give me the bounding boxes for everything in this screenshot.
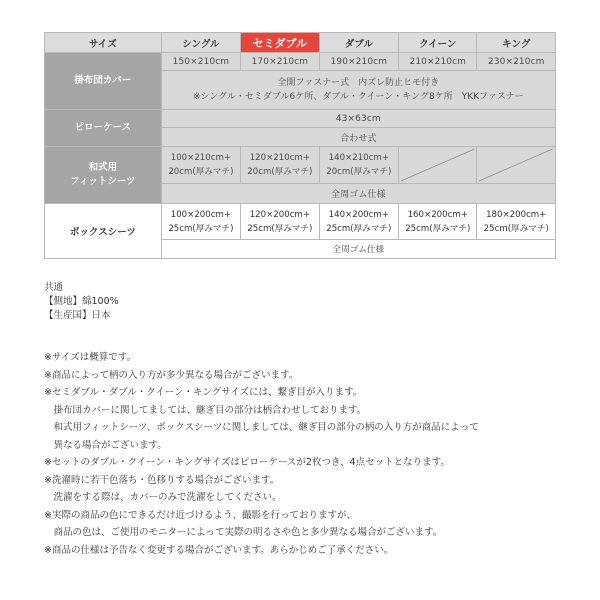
note-line: ※洗濯時に若干色落ち・色移りする場合がございます。	[44, 474, 280, 486]
note-line: ※実際の商品の色にできるだけ近づけるよう、撮影を行っておりますが、	[44, 509, 356, 521]
table-row-pillow-size	[45, 110, 556, 128]
note-line: 商品の色は、ご使用のモニターによって実際の明るさや色と多少異なる場合がございます。	[53, 527, 443, 538]
box-single-dim: 100×200cm+	[170, 209, 232, 220]
table-row-duvet-sizes	[45, 53, 556, 71]
table-row-box-sizes	[45, 204, 556, 240]
fitted-single-depth: 20cm(厚みマチ)	[168, 167, 234, 177]
duvet-note-line-1: 全開ファスナー式 内ズレ防止ヒモ付き	[277, 78, 440, 88]
note-line: 和式用フィットシーツ、ボックスシーツに関しましては、継ぎ目の部分の柄の入り方が商品によって	[53, 422, 479, 433]
box-queen-depth: 25cm(厚みマチ)	[405, 223, 471, 234]
header-king: キング	[477, 33, 556, 53]
row-label-fitted-sheet	[45, 147, 162, 204]
materials-info	[44, 281, 556, 323]
duvet-size-double: 190×210cm	[319, 53, 398, 71]
pillow-size: 43×63cm	[161, 110, 555, 128]
note-line: ※セットのダブル・クイーン・キングサイズはピローケースが2枚つき、4点セットとなります。	[44, 457, 450, 468]
table-row-fitted-sizes	[45, 147, 556, 184]
fitted-size-single	[161, 147, 240, 184]
header-double: ダブル	[319, 33, 398, 53]
fitted-single-dim: 100×210cm+	[170, 153, 232, 163]
materials-common: 共通	[44, 282, 64, 293]
duvet-note	[161, 71, 555, 110]
diagonal-slash-icon	[477, 147, 555, 183]
duvet-size-queen: 210×210cm	[399, 53, 477, 71]
box-double-dim: 140×200cm+	[328, 209, 389, 220]
header-size: サイズ	[45, 33, 162, 53]
box-double-depth: 25cm(厚みマチ)	[326, 223, 392, 234]
fitted-size-king-not-available	[477, 147, 556, 184]
header-semi-double-highlight: セミダブル	[241, 33, 319, 53]
fitted-size-queen-not-available	[399, 147, 477, 184]
note-line: ※商品によって柄の入り方が多少異なる場合がございます。	[44, 369, 299, 381]
box-rule: 全周ゴム仕様	[161, 240, 555, 259]
materials-origin: 【生産国】日本	[44, 310, 111, 321]
box-size-double	[319, 204, 398, 240]
box-king-depth: 25cm(厚みマチ)	[483, 223, 549, 234]
box-single-depth: 25cm(厚みマチ)	[168, 223, 234, 234]
box-queen-dim: 160×200cm+	[407, 209, 468, 220]
diagonal-slash-icon	[399, 147, 476, 183]
notes-list	[44, 349, 556, 559]
size-spec-table	[44, 32, 556, 259]
fitted-label-line-2: フィットシーツ	[70, 176, 136, 187]
row-label-duvet-cover: 掛布団カバー	[45, 53, 162, 110]
pillow-style: 合わせ式	[161, 128, 555, 147]
fitted-double-dim: 140×210cm+	[328, 153, 389, 163]
box-size-king	[477, 204, 556, 240]
note-line: ※セミダブル・ダブル・クイーン・キングサイズには、繋ぎ目が入ります。	[44, 387, 363, 398]
note-line: ※商品の仕様は予告なく変更する場合がございます。あらかじめご了承ください。	[44, 544, 394, 556]
box-size-semi-double	[241, 204, 319, 240]
fitted-size-double	[319, 147, 398, 184]
duvet-note-line-2: ※シングル・セミダブル6ケ所、ダブル・クイーン・キング8ケ所 YKKファスナー	[193, 92, 524, 102]
box-semi-double-dim: 120×200cm+	[249, 209, 310, 220]
box-size-single	[161, 204, 240, 240]
fitted-size-semi-double	[241, 147, 319, 184]
box-semi-double-depth: 25cm(厚みマチ)	[247, 223, 313, 234]
row-label-pillow-case: ピローケース	[45, 110, 162, 147]
table-header-row	[45, 33, 556, 53]
duvet-size-king: 230×210cm	[477, 53, 556, 71]
row-label-box-sheet: ボックスシーツ	[45, 204, 162, 259]
duvet-size-semi-double: 170×210cm	[241, 53, 319, 71]
fitted-semi-double-depth: 20cm(厚みマチ)	[247, 167, 313, 177]
box-king-dim: 180×200cm+	[486, 209, 547, 220]
note-line: 異なる場合がございます。	[53, 439, 167, 451]
header-queen: クイーン	[399, 33, 477, 53]
note-line: 洗濯をする際は、カバーのみで洗濯をしてください。	[53, 492, 282, 503]
fitted-double-depth: 20cm(厚みマチ)	[326, 167, 392, 177]
fitted-label-line-1: 和式用	[88, 162, 118, 173]
header-single: シングル	[161, 33, 240, 53]
note-line: ※サイズは概算です。	[44, 352, 136, 363]
box-size-queen	[399, 204, 477, 240]
note-line: 掛布団カバーに関してましては、継ぎ目の部分は柄合わせしております。	[53, 404, 367, 416]
fitted-semi-double-dim: 120×210cm+	[249, 153, 310, 163]
materials-fabric: 【側地】綿100%	[44, 296, 119, 307]
fitted-rule: 全周ゴム仕様	[161, 184, 555, 204]
duvet-size-single: 150×210cm	[161, 53, 240, 71]
